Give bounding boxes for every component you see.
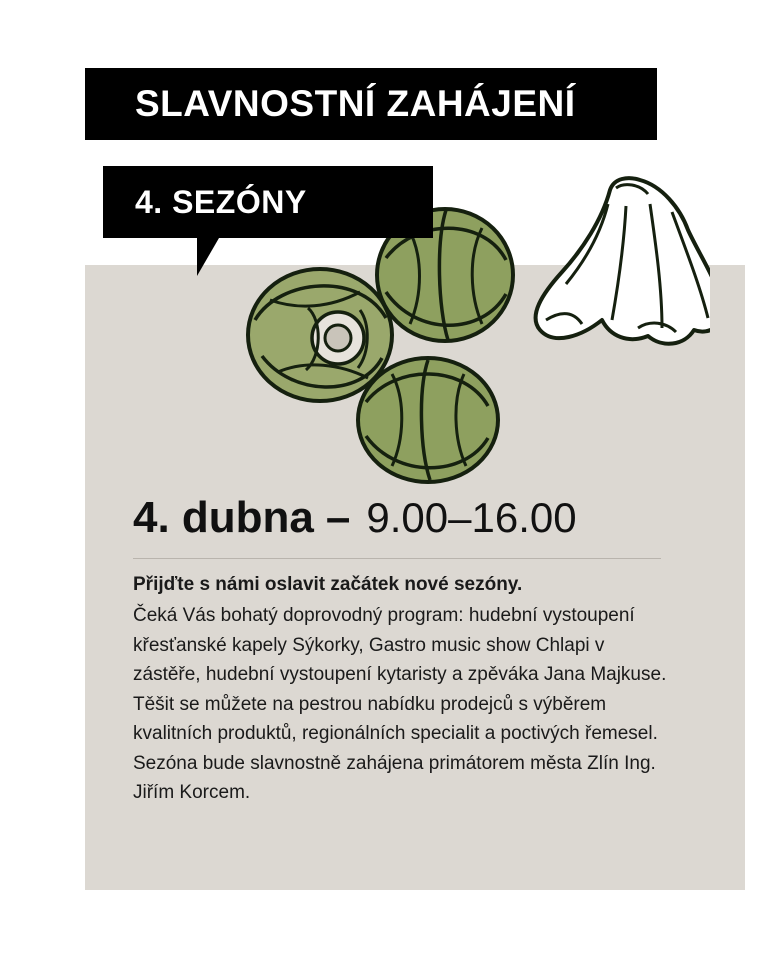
cabbage-illustration-bottom (358, 358, 498, 482)
event-date: 4. dubna (133, 493, 314, 542)
poster-subtitle: 4. SEZÓNY (135, 183, 307, 220)
speech-bubble-tail (197, 238, 219, 276)
event-date-row (133, 493, 713, 543)
description-block (133, 570, 673, 808)
lead-paragraph: Přijďte s námi oslavit začátek nové sezóny. (133, 574, 523, 595)
event-time: 9.00–16.00 (366, 494, 577, 541)
date-time-separator: – (325, 493, 351, 542)
subtitle-banner (103, 166, 433, 238)
body-paragraph: Čeká Vás bohatý doprovodný program: hudební vystoupení křesťanské kapely Sýkorky, Gastro music show Chlapi v zástěře, hudební vystoupení kytaristy a zpěváka Jana Majkuse. Těšit se můžete na pestrou nabídku prodejců s výběrem kvalitních produktů, regionálních specialit a poctivých řemesel. Sezóna bude slavnostně zahájena primátorem města Zlín Ing. Jiřím Korcem. (133, 605, 667, 804)
mushroom-illustration (536, 178, 710, 344)
title-banner (85, 68, 657, 140)
cabbage-illustration-left (248, 269, 392, 401)
horizontal-divider (133, 558, 661, 559)
poster-title: SLAVNOSTNÍ ZAHÁJENÍ (135, 83, 576, 124)
